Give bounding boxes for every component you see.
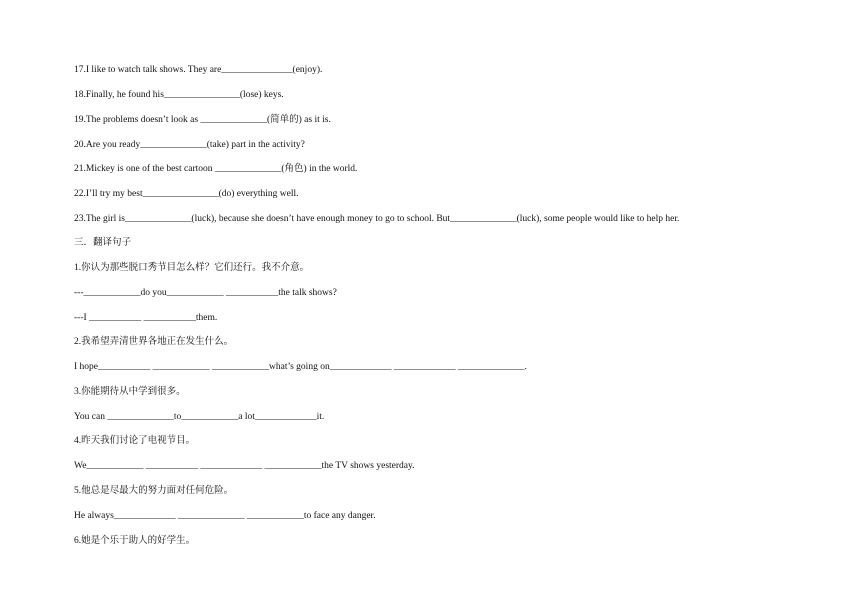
translation-answer-4: We____________ ___________ _____________ ____________the TV shows yesterday. — [74, 461, 415, 471]
question-20: 20.Are you ready______________(take) part in the activity? — [74, 140, 305, 150]
translation-answer-5: He always_____________ ______________ ____________to face any danger. — [74, 511, 376, 521]
translation-prompt-1: 1.你认为那些脱口秀节目怎么样？它们还行。我不介意。 — [74, 263, 310, 273]
translation-prompt-4: 4.昨天我们讨论了电视节目。 — [74, 436, 196, 446]
question-19: 19.The problems doesn’t look as ______________(简单的) as it is. — [74, 115, 331, 125]
translation-prompt-6: 6.她是个乐于助人的好学生。 — [74, 536, 196, 546]
question-22: 22.I’ll try my best________________(do) everything well. — [74, 189, 299, 199]
translation-answer-1a: ---____________do you____________ ___________the talk shows? — [74, 288, 337, 298]
question-17: 17.I like to watch talk shows. They are_______________(enjoy). — [74, 65, 323, 75]
translation-answer-2: I hope___________ ____________ ____________what’s going on_____________ _____________ ______________. — [74, 362, 527, 372]
translation-answer-3: You can ______________to____________a lot_____________it. — [74, 412, 325, 422]
translation-prompt-3: 3.你能期待从中学到很多。 — [74, 387, 186, 397]
translation-answer-1b: ---I ___________ ___________them. — [74, 313, 218, 323]
translation-prompt-5: 5.他总是尽最大的努力面对任何危险。 — [74, 486, 234, 496]
translation-prompt-2: 2.我希望弄清世界各地正在发生什么。 — [74, 337, 234, 347]
question-21: 21.Mickey is one of the best cartoon ______________(角色) in the world. — [74, 164, 358, 174]
section-heading-translate: 三．翻译句子 — [74, 238, 132, 248]
question-23: 23.The girl is______________(luck), because she doesn’t have enough money to go to school. But______________(luck), some people would like to help her. — [74, 214, 680, 224]
question-18: 18.Finally, he found his________________(lose) keys. — [74, 90, 284, 100]
